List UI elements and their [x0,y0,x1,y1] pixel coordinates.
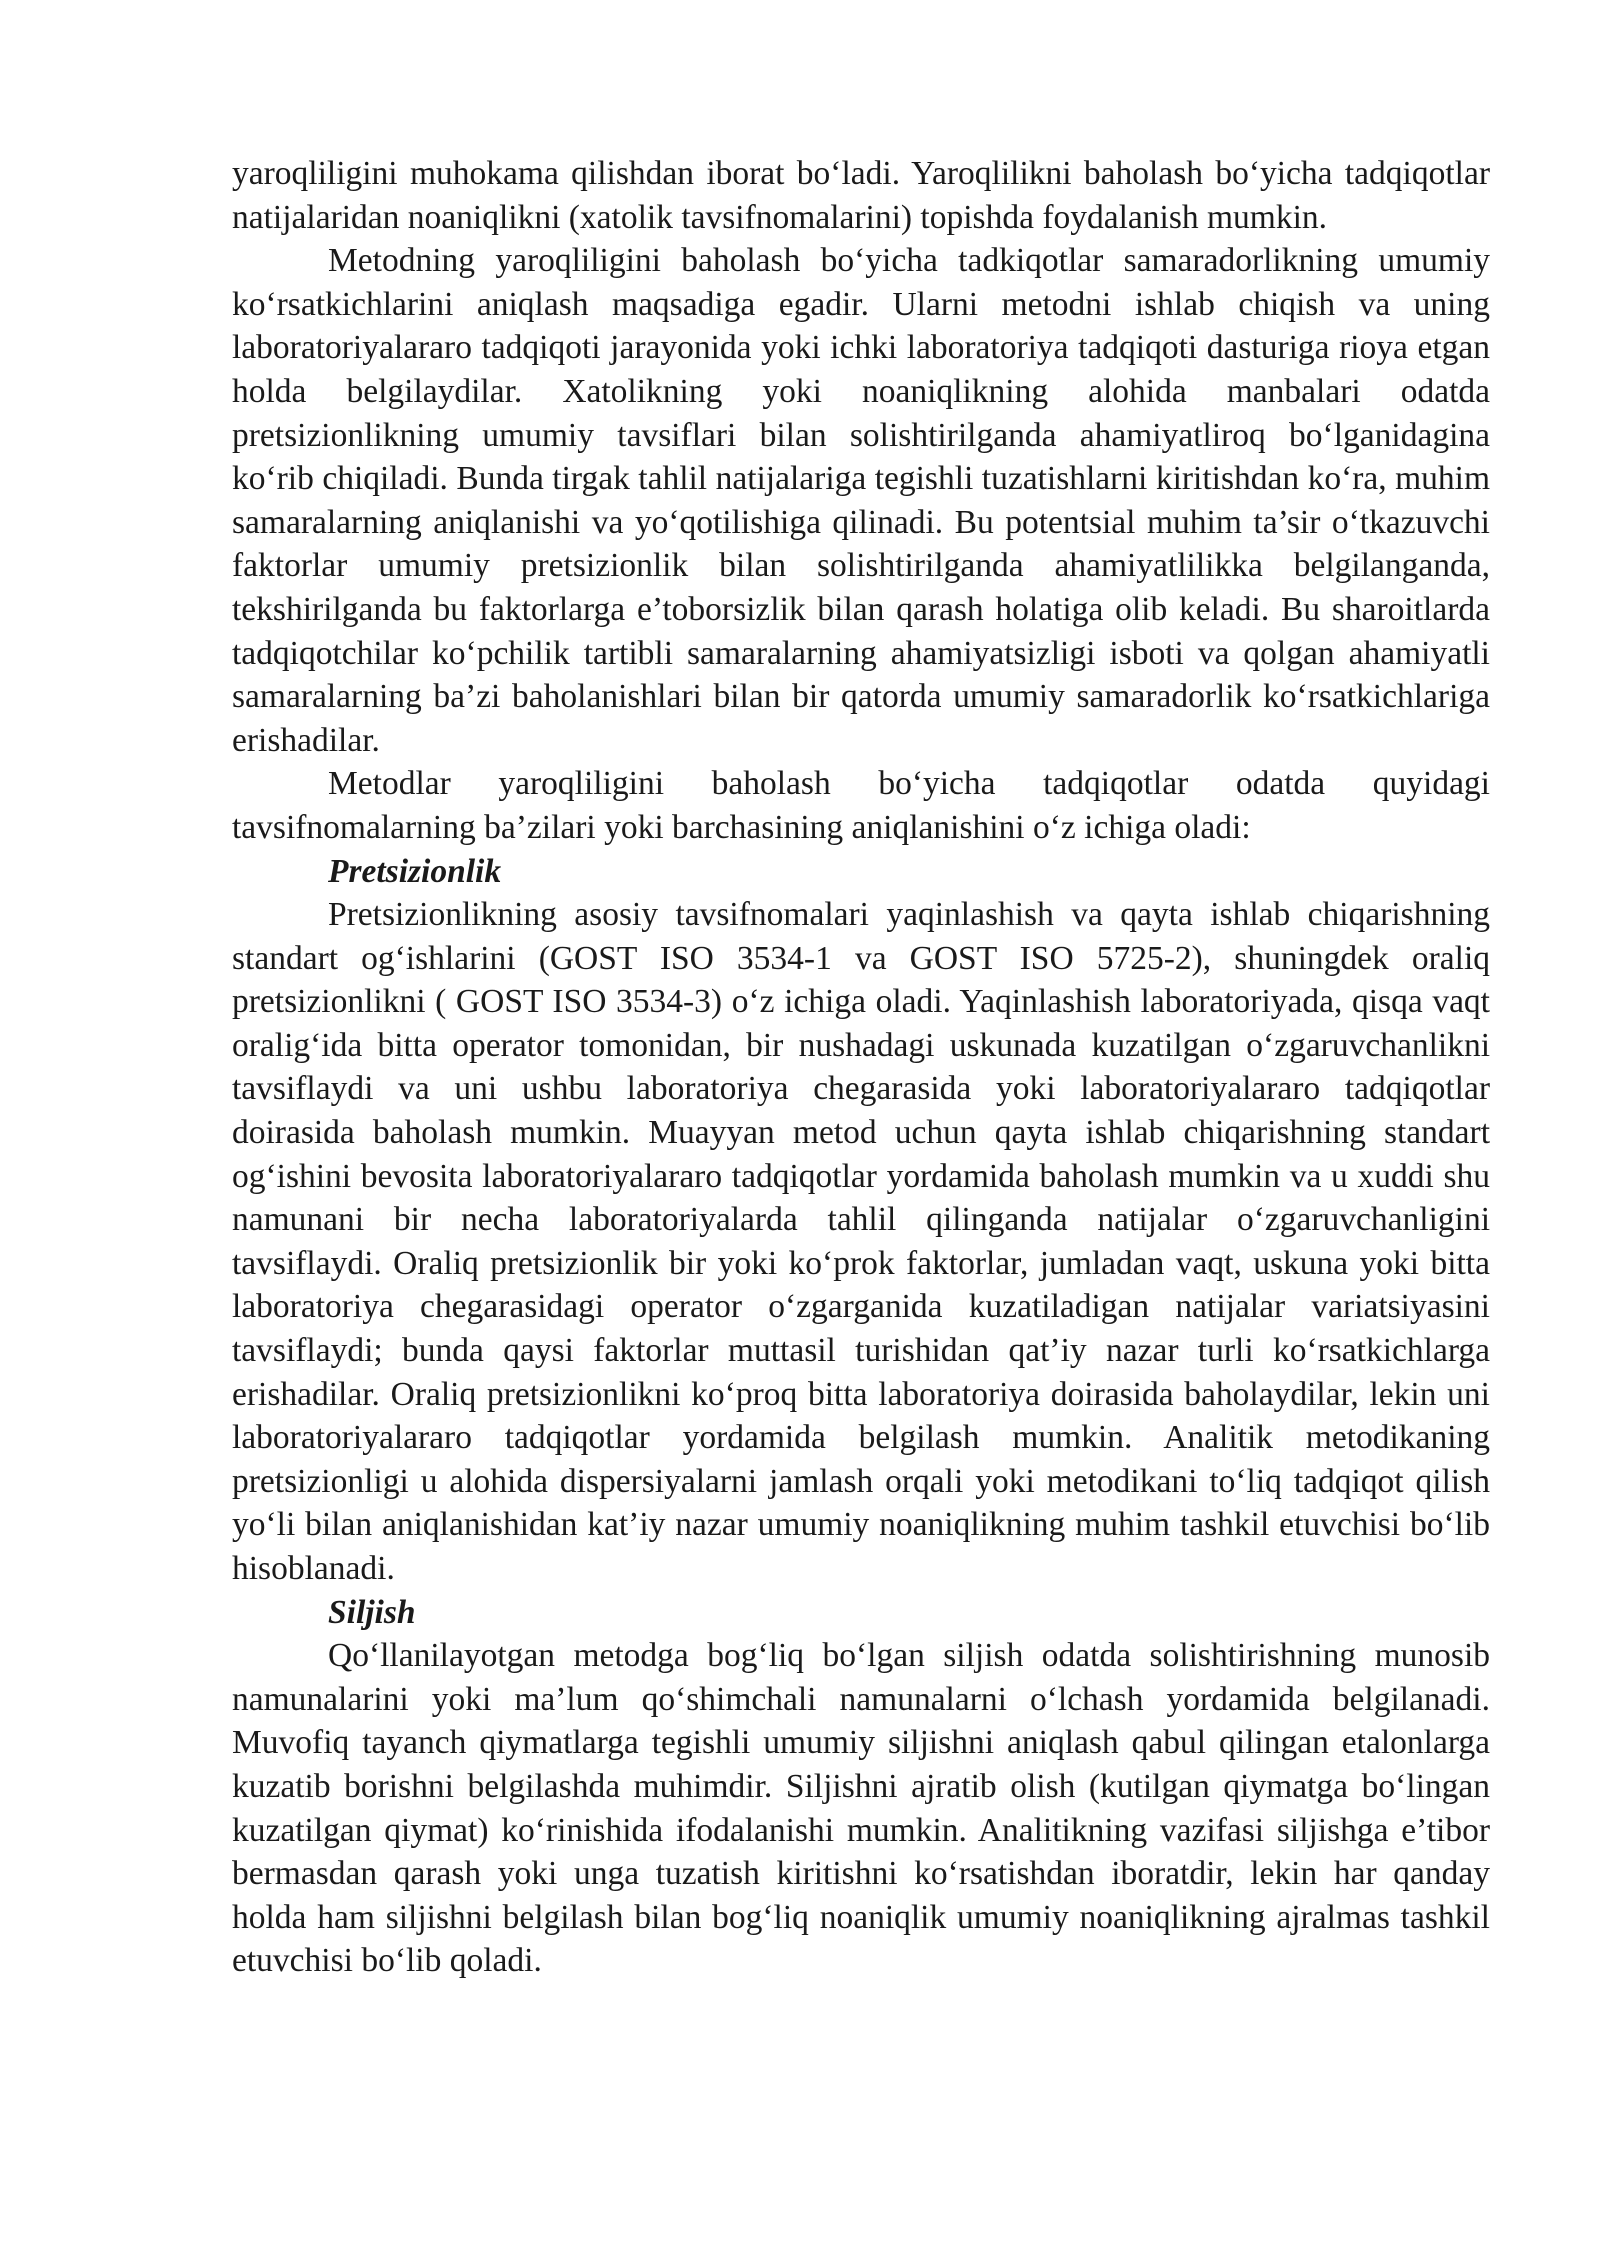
paragraph-continuation: yaroqliligini muhokama qilishdan iborat bo‘ladi. Yaroqlilikni baholash bo‘yicha tadqiqotlar natijalaridan noaniqlikni (xatolik tavsifnomalarini) topishda foydalanish mumkin. [232,155,1490,236]
paragraph-precision: Pretsizionlikning asosiy tavsifnomalari yaqinlashish va qayta ishlab chiqarishning standart og‘ishlarini (GOST ISO 3534-1 va GOST ISO 5725-2), shuningdek oraliq pretsizionlikni ( GOST ISO 3534-3) o‘z ichiga oladi. Yaqinlashish laboratoriyada, qisqa vaqt oralig‘ida bitta operator tomonidan, bir nushadagi uskunada kuzatilgan o‘zgaruvchanlikni tavsiflaydi va uni ushbu laboratoriya chegarasida yoki laboratoriyalararo tadqiqotlar doirasida baholash mumkin. Muayyan metod uchun qayta ishlab chiqarishning standart og‘ishini bevosita laboratoriyalararo tadqiqotlar yordamida baholash mumkin va u xuddi shu namunani bir necha laboratoriyalarda tahlil qilinganda natijalar o‘zgaruvchanligini tavsiflaydi. Oraliq pretsizionlik bir yoki ko‘prok faktorlar, jumladan vaqt, uskuna yoki bitta laboratoriya chegarasidagi operator o‘zgarganida kuzatiladigan natijalar variatsiyasini tavsiflaydi; bunda qaysi faktorlar muttasil turishidan qat’iy nazar turli ko‘rsatkichlarga erishadilar. Oraliq pretsizionlikni ko‘proq bitta laboratoriya doirasida baholaydilar, lekin uni laboratoriyalararo tadqiqotlar yordamida belgilash mumkin. Analitik metodikaning pretsizionligi u alohida dispersiyalarni jamlash orqali yoki metodikani to‘liq tadqiqot qilish yo‘li bilan aniqlanishidan kat’iy nazar umumiy noaniqlikning muhim tashkil etuvchisi bo‘lib hisoblanadi. [232,896,1490,1587]
paragraph-validation-studies: Metodning yaroqliligini baholash bo‘yicha tadkiqotlar samaradorlikning umumiy ko‘rsatkichlarini aniqlash maqsadiga egadir. Ularni metodni ishlab chiqish va uning laboratoriyalararo tadqiqoti jarayonida yoki ichki laboratoriya tadqiqoti dasturiga rioya etgan holda belgilaydilar. Xatolikning yoki noaniqlikning alohida manbalari odatda pretsizionlikning umumiy tavsiflari bilan solishtirilganda ahamiyatliroq bo‘lganidagina ko‘rib chiqiladi. Bunda tirgak tahlil natijalariga tegishli tuzatishlarni kiritishdan ko‘ra, muhim samaralarning aniqlanishi va yo‘qotilishiga qilinadi. Bu potentsial muhim ta’sir o‘tkazuvchi faktorlar umumiy pretsizionlik bilan solishtirilganda ahamiyatlilikka belgilanganda, tekshirilganda bu faktorlarga e’toborsizlik bilan qarash holatiga olib keladi. Bu sharoitlarda tadqiqotchilar ko‘pchilik tartibli samaralarning ahamiyatsizligi isboti va qolgan ahamiyatli samaralarning ba’zi baholanishlari bilan bir qatorda umumiy samaradorlik ko‘rsatkichlariga erishadilar. [232,242,1490,759]
paragraph-bias: Qo‘llanilayotgan metodga bog‘liq bo‘lgan siljish odatda solishtirishning munosib namunalarini yoki ma’lum qo‘shimchali namunalarni o‘lchash yordamida belgilanadi. Muvofiq tayanch qiymatlarga tegishli umumiy siljishni aniqlash qabul qilingan etalonlarga kuzatib borishni belgilashda muhimdir. Siljishni ajratib olish (kutilgan qiymatga bo‘lingan kuzatilgan qiymat) ko‘rinishida ifodalanishi mumkin. Analitikning vazifasi siljishga e’tibor bermasdan qarash yoki unga tuzatish kiritishni ko‘rsatishdan iboratdir, lekin har qanday holda ham siljishni belgilash bilan bog‘liq noaniqlik umumiy noaniqlikning ajralmas tashkil etuvchisi bo‘lib qoladi. [232,1637,1490,1980]
section-heading-bias: Siljish [328,1593,416,1631]
paragraph-characteristics-intro: Metodlar yaroqliligini baholash bo‘yicha tadqiqotlar odatda quyidagi tavsifnomalarning ba’zilari yoki barchasining aniqlanishini o‘z ichiga oladi: [232,765,1490,846]
document-page [232,152,1490,1983]
section-heading-precision: Pretsizionlik [328,852,502,890]
